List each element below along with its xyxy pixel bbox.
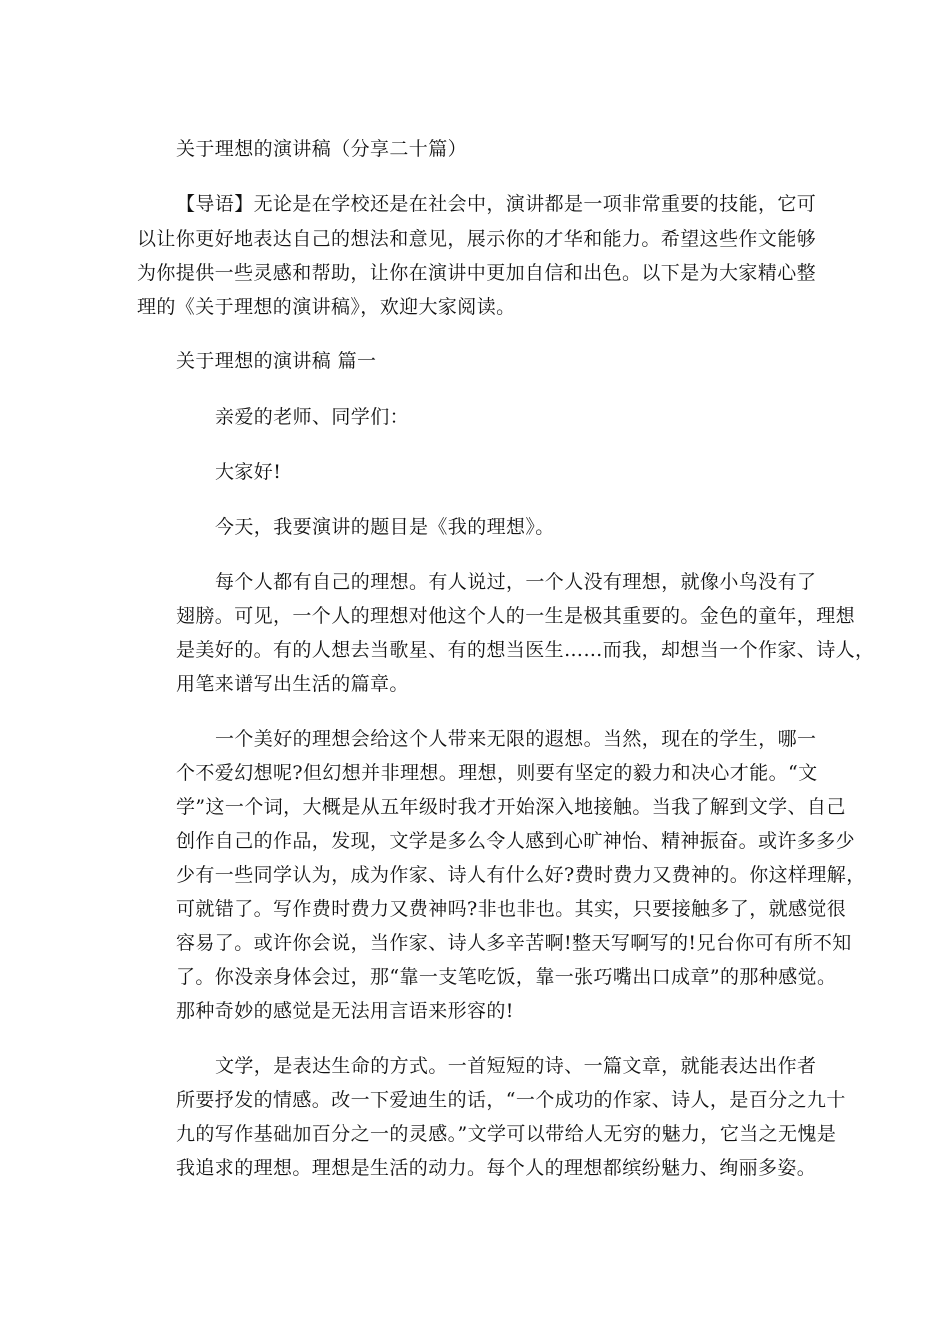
paragraph-2-line: 了。你没亲身体会过，那“靠一支笔吃饭，靠一张巧嘴出口成章”的那种感觉。 xyxy=(176,966,837,988)
section-heading: 关于理想的演讲稿 篇一 xyxy=(176,350,377,372)
paragraph-3-line: 九的写作基础加百分之一的灵感。”文学可以带给人无穷的魅力，它当之无愧是 xyxy=(176,1123,837,1145)
paragraph-3-line: 所要抒发的情感。改一下爱迪生的话，“一个成功的作家、诗人，是百分之九十 xyxy=(176,1089,846,1111)
paragraph-3-line: 我追求的理想。理想是生活的动力。每个人的理想都缤纷魅力、绚丽多姿。 xyxy=(176,1157,817,1179)
paragraph-2-line: 少有一些同学认为，成为作家、诗人有什么好?费时费力又费神的。你这样理解， xyxy=(176,864,866,886)
document-title: 关于理想的演讲稿（分享二十篇） xyxy=(176,138,468,160)
paragraph-1-line: 每个人都有自己的理想。有人说过，一个人没有理想，就像小鸟没有了 xyxy=(215,571,817,593)
salutation: 亲爱的老师、同学们： xyxy=(215,406,410,428)
topic-line: 今天，我要演讲的题目是《我的理想》。 xyxy=(215,516,555,538)
intro-line: 理的《关于理想的演讲稿》，欢迎大家阅读。 xyxy=(137,296,516,318)
paragraph-1-line: 用笔来谱写出生活的篇章。 xyxy=(176,673,409,695)
paragraph-2-line: 创作自己的作品，发现，文学是多么令人感到心旷神怡、精神振奋。或许多多少 xyxy=(176,830,856,852)
paragraph-3-line: 文学，是表达生命的方式。一首短短的诗、一篇文章，就能表达出作者 xyxy=(215,1055,817,1077)
paragraph-2-line: 那种奇妙的感觉是无法用言语来形容的! xyxy=(176,1000,514,1022)
paragraph-2-line: 学”这一个词，大概是从五年级时我才开始深入地接触。当我了解到文学、自己 xyxy=(176,796,846,818)
paragraph-1-line: 是美好的。有的人想去当歌星、有的想当医生……而我，却想当一个作家、诗人， xyxy=(176,639,875,661)
paragraph-2-line: 一个美好的理想会给这个人带来无限的遐想。当然，现在的学生，哪一 xyxy=(215,728,817,750)
paragraph-1-line: 翅膀。可见，一个人的理想对他这个人的一生是极其重要的。金色的童年，理想 xyxy=(176,605,856,627)
paragraph-2-line: 容易了。或许你会说，当作家、诗人多辛苦啊!整天写啊写的!兄台你可有所不知 xyxy=(176,932,852,954)
greeting: 大家好! xyxy=(215,461,282,483)
intro-line: 【导语】无论是在学校还是在社会中，演讲都是一项非常重要的技能，它可 xyxy=(176,193,817,215)
intro-line: 以让你更好地表达自己的想法和意见，展示你的才华和能力。希望这些作文能够 xyxy=(137,228,817,250)
intro-line: 为你提供一些灵感和帮助，让你在演讲中更加自信和出色。以下是为大家精心整 xyxy=(137,262,817,284)
paragraph-2-line: 可就错了。写作费时费力又费神吗?非也非也。其实，只要接触多了，就感觉很 xyxy=(176,898,847,920)
paragraph-2-line: 个不爱幻想呢?但幻想并非理想。理想，则要有坚定的毅力和决心才能。“文 xyxy=(176,762,818,784)
